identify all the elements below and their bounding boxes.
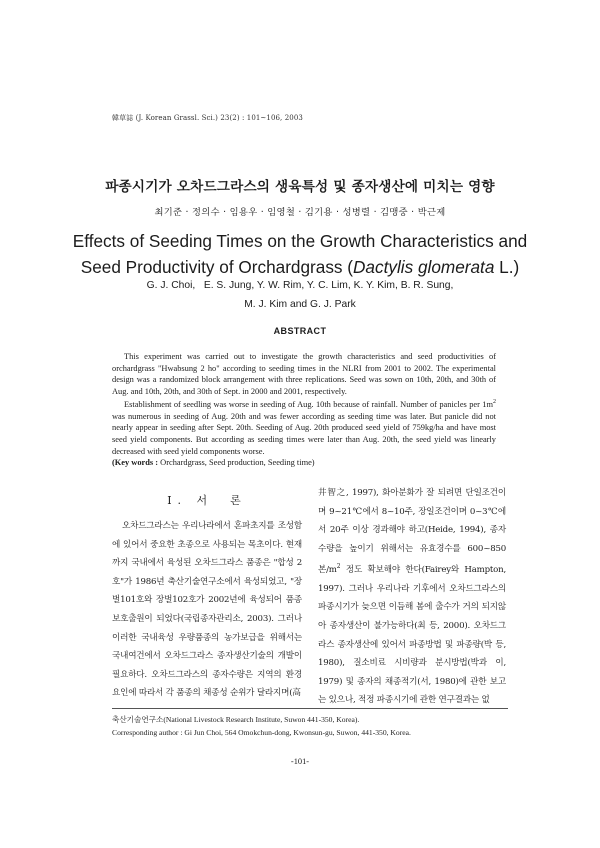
footnote-divider [112,708,508,709]
keywords-label: (Key words : [112,458,159,468]
english-title [60,228,540,280]
abstract-paragraph-2-post: was numerous in seeding of Aug. 20th and was fewer according as seeding time was later. But panicle did not nearly appear in seeding after Sept. 20th. Seeding of Aug. 20th produced seed yield of 759kg/ha and have most seed yield components. But according as seeding times were later than Aug. 20th, the seed yield was linearly decreased with seed yield components worse. [112,411,496,456]
abstract-paragraph-1: This experiment was carried out to investigate the growth characteristics and seed productivities of orchardgrass "Hwabsung 2 ho" according to seeding times in the NLRI from 2001 to 2002. The experimental design was a randomized block arrangement with three replications. Seed was sown on 10th, 20th, and 30th of Aug. and 10th, 20th, and 30th of Sept. in 2000 and 2001, respectively. [112,352,496,396]
footnote-corresponding: Corresponding author : Gi Jun Choi, 564 Omokchun-dong, Kwonsun-gu, Suwon, 441-350, Korea. [112,727,411,737]
korean-title: 파종시기가 오차드그라스의 생육특성 및 종자생산에 미치는 영향 [105,179,495,195]
abstract-body [112,351,496,469]
page-number: -101- [290,757,310,766]
abstract-paragraph-2-pre: Establishment of seedling was worse in seeding of Aug. 10th because of rainfall. Number of panicles per 1m [124,400,493,410]
english-authors [60,276,540,314]
abstract-paragraph-2 [112,397,496,457]
body-right-post: 정도 확보해야 한다(Fairey와 Hampton, 1997). 그러나 우리나라 기후에서 오차드그라스의 파종시기가 늦으면 이듬해 봄에 출수가 거의 되지않아 종자생산이 불가능하다(최 등, 2000). 오차드그라스 종자생산에 있어서 파종방법 및 파종량(박 등, 1980), 질소비료 시비량과 분시방법(박과 이, 1979) 및 종자의 채종적기(서, 1980)에 관한 보고는 있으나, 적정 파종시기에 관한 연구결과는 없 [318,565,506,706]
footnote [112,714,512,739]
english-authors-line1: G. J. Choi, E. S. Jung, Y. W. Rim, Y. C. Lim, K. Y. Kim, B. R. Sung, [146,280,454,291]
species-name: Dactylis glomerata [353,257,495,277]
superscript-2: 2 [493,399,496,406]
keywords [112,457,496,469]
korean-authors: 최기준 · 정의수 · 임용우 · 임영철 · 김기용 · 성병렬 · 김맹중 · 박근제 [154,207,446,218]
body-column-right [318,484,506,710]
body-paragraph-right [318,484,506,710]
body-right-pre: 井智之, 1997), 화아분화가 잘 되려면 단일조건이며 9~21℃에서 8~10주, 장일조건이며 0~3℃에서 20주 이상 경과해야 하고(Heide, 1994), 종자수량을 높이기 위해서는 유효경수를 600~850본/m [318,488,506,576]
english-title-line2-post: L.) [494,257,520,277]
keywords-text: Orchardgrass, Seed production, Seeding time) [158,458,315,468]
superscript-2-right: 2 [336,563,341,571]
journal-citation: 韓草誌 (J. Korean Grassl. Sci.) 23(2) : 101~106, 2003 [112,114,303,122]
english-title-line1: Effects of Seeding Times on the Growth Characteristics and [72,231,528,251]
section-heading-introduction: I. 서 론 [167,494,247,507]
english-title-line2-pre: Seed Productivity of Orchardgrass ( [80,257,354,277]
body-paragraph-left: 오차드그라스는 우리나라에서 혼파초지를 조성함에 있어서 중요한 초종으로 사용되는 목초이다. 현재까지 국내에서 육성된 오차드그라스 품종은 "합성 2호"가 1986년 축산기술연구소에서 육성되었고, "장벌101호와 장벌102호가 2002년에 육성되어 품종보호출원이 되었다(국립종자관리소, 2003). 그러나 이러한 국내육성 우량품종의 농가보급을 위해서는 국내여건에서 오차드그라스 종자생산기술의 개발이 필요하다. 오차드그라스의 종자수량은 지역의 환경요인에 따라서 각 품종의 채종성 순위가 달라지며(高 [112,521,302,699]
english-authors-line2: M. J. Kim and G. J. Park [244,299,356,310]
abstract-heading: ABSTRACT [273,326,327,336]
footnote-affiliation: 축산기술연구소(National Livestock Research Institute, Suwon 441-350, Korea). [112,715,360,724]
body-column-left [112,517,302,703]
